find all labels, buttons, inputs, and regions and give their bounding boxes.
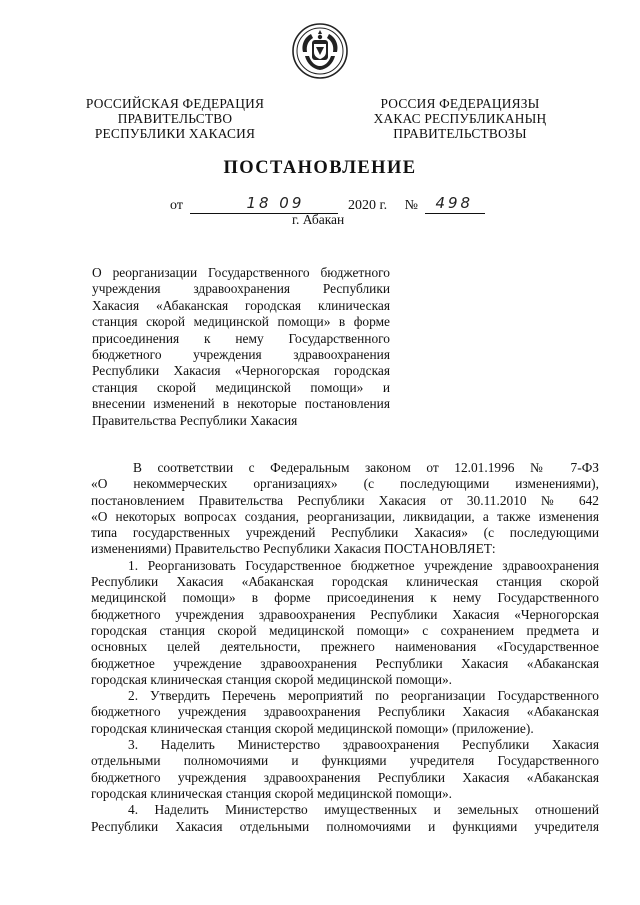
body-line: Республики Хакасия отдельными полномочиями и функциями учредителя [91, 818, 599, 834]
body-line: бюджетного учреждения здравоохранения Республики Хакасия «Абаканская [91, 704, 599, 720]
subject-line: станция скорой медицинской помощи» и [92, 379, 390, 395]
body-line: бюджетного учреждения здравоохранения Республики Хакасия «Абаканская [91, 769, 599, 785]
body-line: 2. Утвердить Перечень мероприятий по реорганизации Государственного [128, 688, 599, 704]
handwritten-date: 18 09 [246, 194, 305, 212]
body-line: «О некоторых вопросах создания, реорганизации, ликвидации, а также изменения [91, 508, 599, 524]
body-text [91, 460, 599, 835]
handwritten-number: 498 [435, 194, 474, 212]
city-label: г. Абакан [292, 212, 345, 227]
subject-line: бюджетного учреждения здравоохранения [92, 347, 390, 363]
subject-line: Республики Хакасия «Черногорская городская [92, 363, 390, 379]
body-line: городская станция скорой медицинской помощи» с сохранением предмета и [91, 622, 599, 638]
header-russian [70, 96, 280, 141]
body-line: городская клиническая станция скорой медицинской помощи». [91, 785, 453, 801]
body-line: Республики Хакасия «Абаканская городская клиническая станция скорой [91, 574, 599, 590]
body-line: медицинской помощи» в форме присоединения к нему Государственного [91, 590, 599, 606]
number-blank [425, 194, 485, 214]
header-left-line-1: РОССИЙСКАЯ ФЕДЕРАЦИЯ [85, 96, 265, 111]
header-right-line-3: ПРАВИТЕЛЬСТВОЗЫ [393, 126, 527, 141]
body-line: 4. Наделить Министерство имущественных и земельных отношений [128, 802, 599, 818]
body-line: отдельными полномочиями и функциями учредителя Государственного [91, 753, 599, 769]
body-line: городская клиническая станция скорой медицинской помощи» (приложение). [91, 720, 534, 736]
subject-line: Хакасия «Абаканская городская клиническая [92, 297, 390, 313]
header-khakas [360, 96, 560, 141]
body-line: постановлением Правительства Республики Хакасия от 30.11.2010 № 642 [91, 492, 599, 508]
body-line: 1. Реорганизовать Государственное бюджетное учреждение здравоохранения [128, 557, 599, 573]
document-title: ПОСТАНОВЛЕНИЕ [223, 158, 417, 178]
body-line: изменениями) Правительство Республики Хакасия ПОСТАНОВЛЯЕТ: [91, 541, 496, 557]
coat-of-arms-emblem [291, 22, 349, 80]
body-line: основных целей деятельности, прежнего наименования «Государственное [91, 639, 599, 655]
body-line: 3. Наделить Министерство здравоохранения Республики Хакасия [128, 737, 599, 753]
subject-block [92, 265, 390, 429]
header-right-line-2: ХАКАС РЕСПУБЛИКАНЫҢ [373, 111, 547, 126]
subject-line: станция скорой медицинской помощи» в форме [92, 314, 390, 330]
body-line: В соответствии с Федеральным законом от 12.01.1996 № 7-ФЗ [133, 460, 599, 475]
subject-line: О реорганизации Государственного бюджетного [92, 265, 390, 280]
body-line: бюджетное учреждение здравоохранения Республики Хакасия «Абаканская [91, 655, 599, 671]
body-line: типа государственных учреждений Республики Хакасия» (с последующими [91, 525, 599, 541]
header-left-line-2: ПРАВИТЕЛЬСТВО [117, 111, 233, 126]
from-label: от [170, 198, 183, 213]
subject-line: внесении изменений в некоторые постановления [92, 396, 390, 412]
number-label: № [404, 198, 418, 213]
header-right-line-1: РОССИЯ ФЕДЕРАЦИЯЗЫ [380, 96, 540, 111]
body-line: «О некоммерческих организациях» (с последующими изменениями), [91, 476, 599, 492]
body-line: городская клиническая станция скорой медицинской помощи». [91, 671, 453, 687]
subject-line: учреждения здравоохранения Республики [92, 281, 390, 297]
year-label: 2020 г. [347, 198, 388, 213]
subject-line: присоединения к нему Государственного [92, 330, 390, 346]
body-line: бюджетного учреждения здравоохранения Республики Хакасия «Черногорская [91, 606, 599, 622]
header-left-line-3: РЕСПУБЛИКИ ХАКАСИЯ [94, 126, 256, 141]
subject-line: Правительства Республики Хакасия [92, 412, 298, 428]
